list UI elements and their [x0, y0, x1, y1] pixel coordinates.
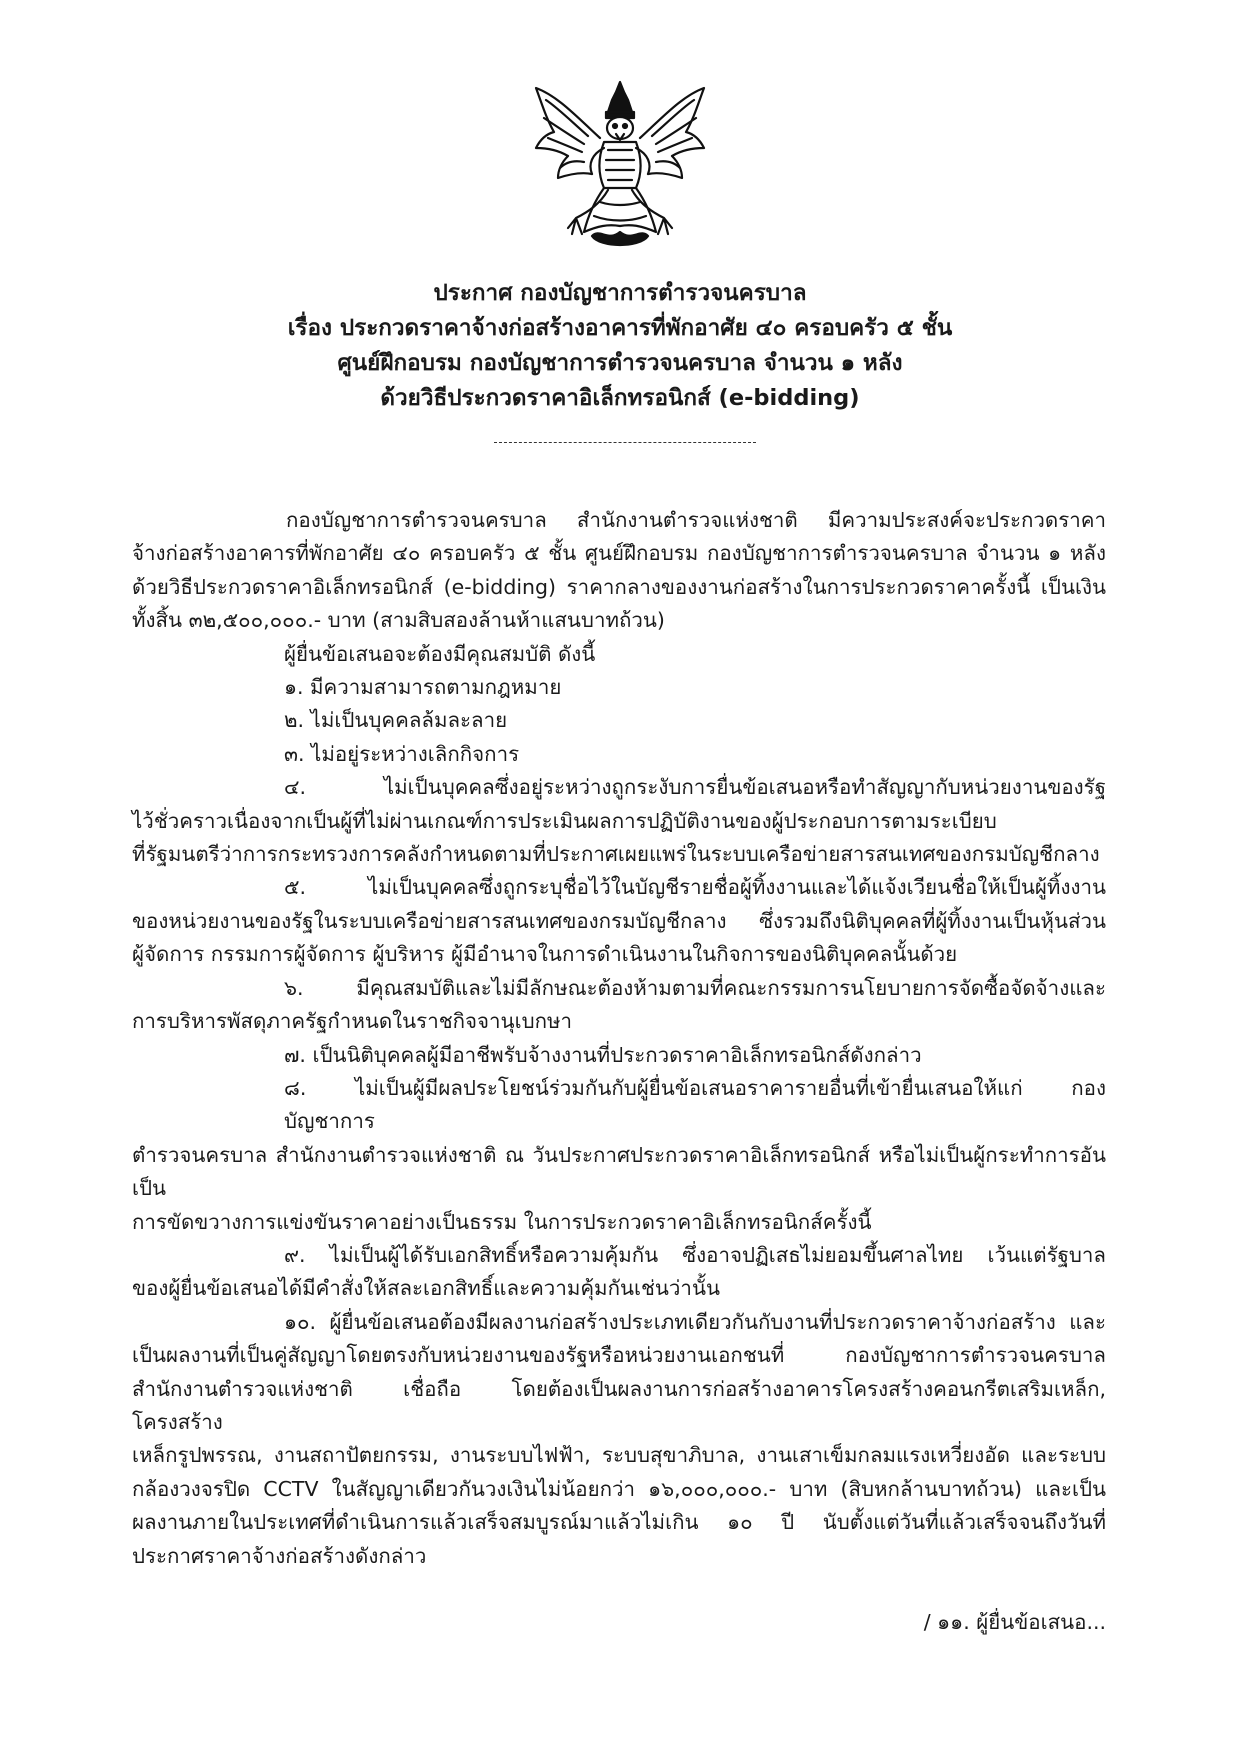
- title-separator: [494, 442, 756, 443]
- qualification-item-10-cont: เหล็กรูปพรรณ, งานสถาปัตยกรรม, งานระบบไฟฟ้า, ระบบสุขาภิบาล, งานเสาเข็มกลมแรงเหวี่ยงอัด และระบบ: [132, 1443, 1106, 1468]
- announcement-subject-line-2: ศูนย์ฝึกอบรม กองบัญชาการตำรวจนครบาล จำนวน ๑ หลัง: [337, 350, 903, 376]
- qualification-item-5: ๕. ไม่เป็นบุคคลซึ่งถูกระบุชื่อไว้ในบัญชีรายชื่อผู้ทิ้งงานและได้แจ้งเวียนชื่อให้เป็นผู้ทิ้งงาน: [284, 875, 1106, 900]
- qualification-item-3: ๓. ไม่อยู่ระหว่างเลิกกิจการ: [284, 741, 520, 766]
- announcement-title-block: [0, 276, 1240, 416]
- qualification-item-2: ๒. ไม่เป็นบุคคลล้มละลาย: [284, 708, 508, 733]
- qualification-item-10-cont: กล้องวงจรปิด CCTV ในสัญญาเดียวกันวงเงินไม่น้อยกว่า ๑๖,๐๐๐,๐๐๐.- บาท (สิบหกล้านบาทถ้วน) และเป็น: [132, 1476, 1106, 1501]
- page-continuation: / ๑๑. ผู้ยื่นข้อเสนอ...: [923, 1610, 1106, 1634]
- intro-line: จ้างก่อสร้างอาคารที่พักอาศัย ๔๐ ครอบครัว ๕ ชั้น ศูนย์ฝึกอบรม กองบัญชาการตำรวจนครบาล จำนวน ๑ หลัง: [132, 541, 1106, 566]
- qualification-item-8: ๘. ไม่เป็นผู้มีผลประโยชน์ร่วมกันกับผู้ยื่นข้อเสนอราคารายอื่นที่เข้ายื่นเสนอให้แก่ กองบัญชาการ: [284, 1075, 1106, 1134]
- announcement-subject-line-1: เรื่อง ประกวดราคาจ้างก่อสร้างอาคารที่พักอาศัย ๔๐ ครอบครัว ๕ ชั้น: [287, 315, 953, 341]
- qualification-item-6-cont: การบริหารพัสดุภาครัฐกำหนดในราชกิจจานุเบกษา: [132, 1009, 573, 1034]
- qualification-item-4-cont: ไว้ชั่วคราวเนื่องจากเป็นผู้ที่ไม่ผ่านเกณฑ์การประเมินผลการปฏิบัติงานของผู้ประกอบการตามระเบียบ: [132, 808, 997, 833]
- qualification-item-10-cont: เป็นผลงานที่เป็นคู่สัญญาโดยตรงกับหน่วยงานของรัฐหรือหน่วยงานเอกชนที่ กองบัญชาการตำรวจนครบาล: [132, 1343, 1106, 1368]
- qualification-item-10-cont: สำนักงานตำรวจแห่งชาติ เชื่อถือ โดยต้องเป็นผลงานการก่อสร้างอาคารโครงสร้างคอนกรีตเสริมเหล็ก, โครงสร้าง: [132, 1376, 1106, 1434]
- intro-line: ทั้งสิ้น ๓๒,๕๐๐,๐๐๐.- บาท (สามสิบสองล้านห้าแสนบาทถ้วน): [132, 608, 665, 633]
- qualification-item-8-cont: ตำรวจนครบาล สำนักงานตำรวจแห่งชาติ ณ วันประกาศประกวดราคาอิเล็กทรอนิกส์ หรือไม่เป็นผู้กระทำการอันเป็น: [132, 1142, 1106, 1201]
- announcement-subject-line-3: ด้วยวิธีประกวดราคาอิเล็กทรอนิกส์ (e-bidding): [380, 385, 860, 411]
- qualification-item-8-cont: การขัดขวางการแข่งขันราคาอย่างเป็นธรรม ในการประกวดราคาอิเล็กทรอนิกส์ครั้งนี้: [132, 1209, 872, 1234]
- qualification-item-5-cont: ผู้จัดการ กรรมการผู้จัดการ ผู้บริหาร ผู้มีอำนาจในการดำเนินงานในกิจการของนิติบุคคลนั้นด้วย: [132, 942, 958, 967]
- qualifications-heading: ผู้ยื่นข้อเสนอจะต้องมีคุณสมบัติ ดังนี้: [284, 641, 596, 666]
- qualification-item-4: ๔. ไม่เป็นบุคคลซึ่งอยู่ระหว่างถูกระงับการยื่นข้อเสนอหรือทำสัญญากับหน่วยงานของรัฐ: [284, 775, 1106, 800]
- garuda-emblem-icon: [528, 78, 712, 254]
- qualification-item-9: ๙. ไม่เป็นผู้ได้รับเอกสิทธิ์หรือความคุ้มกัน ซึ่งอาจปฏิเสธไม่ยอมขึ้นศาลไทย เว้นแต่รัฐบาล: [284, 1242, 1106, 1267]
- qualification-item-6: ๖. มีคุณสมบัติและไม่มีลักษณะต้องห้ามตามที่คณะกรรมการนโยบายการจัดซื้อจัดจ้างและ: [284, 975, 1106, 1000]
- intro-line: กองบัญชาการตำรวจนครบาล สำนักงานตำรวจแห่งชาติ มีความประสงค์จะประกวดราคา: [286, 508, 1106, 532]
- announcement-body: [132, 504, 1106, 1573]
- qualification-item-1: ๑. มีความสามารถตามกฎหมาย: [284, 675, 562, 700]
- qualification-item-10-cont: ประกาศราคาจ้างก่อสร้างดังกล่าว: [132, 1543, 427, 1568]
- qualification-item-4-cont: ที่รัฐมนตรีว่าการกระทรวงการคลังกำหนดตามที่ประกาศเผยแพร่ในระบบเครือข่ายสารสนเทศของกรมบัญชีกลาง: [132, 842, 1100, 867]
- announcement-title: ประกาศ กองบัญชาการตำรวจนครบาล: [433, 280, 807, 306]
- qualification-item-5-cont: ของหน่วยงานของรัฐในระบบเครือข่ายสารสนเทศของกรมบัญชีกลาง ซึ่งรวมถึงนิติบุคคลที่ผู้ทิ้งงานเป็นหุ้นส่วน: [132, 908, 1106, 933]
- qualification-item-10-cont: ผลงานภายในประเทศที่ดำเนินการแล้วเสร็จสมบูรณ์มาแล้วไม่เกิน ๑๐ ปี นับตั้งแต่วันที่แล้วเสร็จจนถึงวันที่: [132, 1510, 1106, 1535]
- qualification-item-9-cont: ของผู้ยื่นข้อเสนอได้มีคำสั่งให้สละเอกสิทธิ์และความคุ้มกันเช่นว่านั้น: [132, 1276, 720, 1301]
- qualification-item-10: ๑๐. ผู้ยื่นข้อเสนอต้องมีผลงานก่อสร้างประเภทเดียวกันกับงานที่ประกวดราคาจ้างก่อสร้าง และ: [284, 1309, 1106, 1334]
- intro-line: ด้วยวิธีประกวดราคาอิเล็กทรอนิกส์ (e-bidding) ราคากลางของงานก่อสร้างในการประกวดราคาครั้งนี้ เป็นเงิน: [132, 574, 1106, 599]
- qualification-item-7: ๗. เป็นนิติบุคคลผู้มีอาชีพรับจ้างงานที่ประกวดราคาอิเล็กทรอนิกส์ดังกล่าว: [284, 1042, 922, 1067]
